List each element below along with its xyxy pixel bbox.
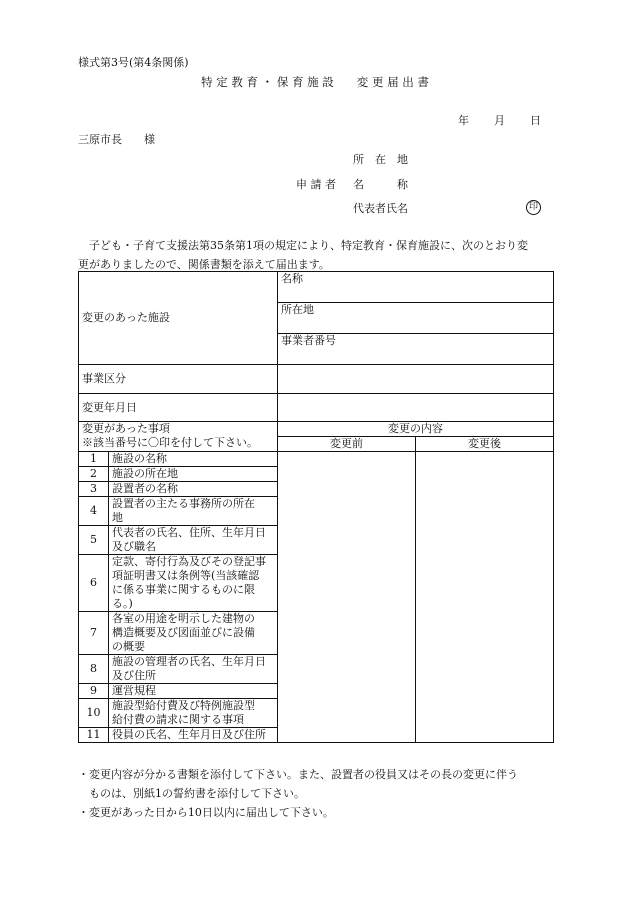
change-date-value[interactable]: [278, 394, 554, 422]
item-description: [109, 684, 278, 699]
item-number[interactable]: 10: [79, 699, 109, 728]
after-content-field[interactable]: [416, 452, 554, 743]
item-description-line: 施設の名称: [112, 452, 167, 465]
item-description: [109, 526, 278, 555]
item-description-line: 代表者の氏名、住所、生年月日: [112, 526, 266, 539]
intro-line-1: 子ども・子育て支援法第35条第1項の規定により、特定教育・保育施設に、次のとおり変: [78, 239, 528, 252]
table-row: [79, 452, 554, 467]
item-description-line: 及び住所: [112, 669, 156, 682]
item-description: [109, 555, 278, 612]
addressee: 三原市長 様: [78, 133, 155, 146]
item-description-line: に係る事業に関するものに限: [112, 583, 255, 596]
before-header: 変更前: [278, 437, 416, 452]
item-description-line: 地: [112, 511, 123, 524]
item-description-line: 施設の管理者の氏名、生年月日: [112, 655, 266, 668]
item-description-line: 運営規程: [112, 684, 156, 697]
item-description: [109, 497, 278, 526]
facility-label: 変更のあった施設: [79, 272, 278, 365]
item-number[interactable]: 2: [79, 467, 109, 482]
after-header: 変更後: [416, 437, 554, 452]
item-description: [109, 728, 278, 743]
item-description-line: 設置者の主たる事務所の所在: [112, 497, 255, 510]
before-content-field[interactable]: [278, 452, 416, 743]
items-note: ※該当番号に〇印を付して下さい。: [82, 436, 258, 449]
facility-name-field[interactable]: 名称: [278, 272, 554, 303]
item-number[interactable]: 6: [79, 555, 109, 612]
seal-mark: 印: [526, 200, 541, 215]
change-date-label: 変更年月日: [79, 394, 278, 422]
page-title: 特 定 教 育 ・ 保 育 施 設 変 更 届 出 書: [201, 75, 429, 89]
item-description: [109, 655, 278, 684]
item-description: [109, 699, 278, 728]
note-line-2: ものは、別紙1の誓約書を添付して下さい。: [78, 787, 305, 800]
content-header: 変更の内容: [278, 422, 554, 437]
date-month-label: 月: [494, 114, 505, 127]
item-description-line: 定款、寄付行為及びその登記事: [112, 555, 266, 568]
item-number[interactable]: 3: [79, 482, 109, 497]
applicant-label: 申 請 者: [296, 178, 336, 191]
business-number-field[interactable]: 事業者番号: [278, 334, 554, 365]
business-category-value[interactable]: [278, 365, 554, 394]
item-description-line: 構造概要及び図面並びに設備: [112, 626, 255, 639]
intro-line-2: 更がありましたので、関係書類を添えて届出ます。: [78, 258, 330, 271]
item-description-line: る。): [112, 597, 133, 610]
item-number[interactable]: 8: [79, 655, 109, 684]
item-description-line: 各室の用途を明示した建物の: [112, 612, 255, 625]
address-label: 所 在 地: [353, 153, 408, 166]
item-number[interactable]: 4: [79, 497, 109, 526]
item-description: [109, 612, 278, 655]
item-number[interactable]: 5: [79, 526, 109, 555]
item-description-line: 設置者の名称: [112, 482, 178, 495]
date-year-label: 年: [458, 114, 469, 127]
note-line-1: ・変更内容が分かる書類を添付して下さい。また、設置者の役員又はその長の変更に伴う: [78, 768, 518, 781]
notes: [78, 765, 518, 822]
item-number[interactable]: 1: [79, 452, 109, 467]
item-description-line: 役員の氏名、生年月日及び住所: [112, 728, 266, 741]
item-description: [109, 467, 278, 482]
change-table: [78, 271, 554, 743]
representative-label: 代表者氏名: [353, 202, 408, 215]
item-description-line: の概要: [112, 640, 145, 653]
business-category-label: 事業区分: [79, 365, 278, 394]
form-number: 様式第3号(第4条関係): [78, 56, 189, 69]
facility-address-field[interactable]: 所在地: [278, 303, 554, 334]
item-description-line: 施設の所在地: [112, 467, 178, 480]
item-description: [109, 482, 278, 497]
item-number[interactable]: 11: [79, 728, 109, 743]
item-description-line: 施設型給付費及び特例施設型: [112, 699, 255, 712]
item-number[interactable]: 7: [79, 612, 109, 655]
item-number[interactable]: 9: [79, 684, 109, 699]
note-line-3: ・変更があった日から10日以内に届出して下さい。: [78, 806, 334, 819]
item-description: [109, 452, 278, 467]
item-description-line: 給付費の請求に関する事項: [112, 713, 244, 726]
item-description-line: 及び職名: [112, 540, 156, 553]
name-label: 名 称: [353, 178, 408, 191]
date-day-label: 日: [530, 114, 541, 127]
items-header: 変更があった事項: [82, 422, 170, 435]
item-description-line: 項証明書又は条例等(当該確認: [112, 569, 260, 582]
